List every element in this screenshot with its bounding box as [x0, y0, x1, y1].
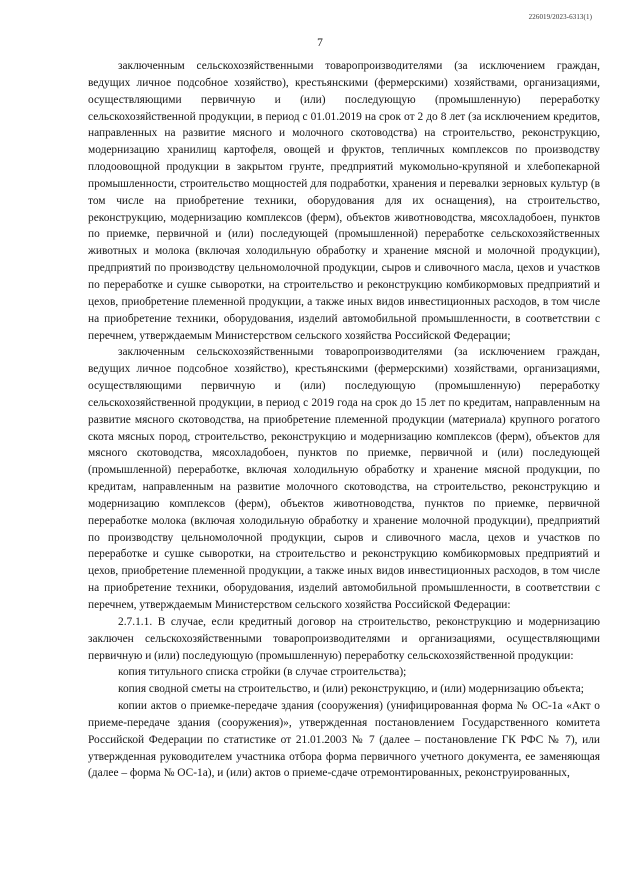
document-body	[88, 58, 600, 782]
page-number: 7	[317, 37, 323, 49]
document-id: 226019/2023-6313(1)	[528, 13, 592, 21]
paragraph: копия титульного списка стройки (в случае строительства);	[118, 666, 407, 679]
paragraph: 2.7.1.1. В случае, если кредитный договор на строительство, реконструкцию и модернизацию заключен сельскохозяйственными товаропроизводителями и организациями, осуществляющими первичную и (или) последующую (промышленную) переработку сельскохозяйственной продукции:	[88, 615, 600, 662]
paragraph: заключенным сельскохозяйственными товаропроизводителями (за исключением граждан, ведущих личное подсобное хозяйство), крестьянскими (фермерскими) хозяйствами, организациями, осуществляющими первичную и (или) последующую (промышленную) переработку сельскохозяйственной продукции, в период с 2019 года на срок до 15 лет по кредитам, направленным на развитие мясного скотоводства, на приобретение племенной продукции (материала) крупного рогатого скота мясных пород, строительство, реконструкцию и модернизацию комплексов (ферм), объектов для мясного скотоводства, мясохладобоен, пунктов по приемке, первичной и (или) последующей (промышленной) переработке, включая холодильную обработку и хранение мясной продукции, по кредитам, направленным на развитие молочного скотоводства, на строительство, реконструкцию и модернизацию комплексов (ферм), объектов животноводства, пунктов по приемке, первичной переработке молока (включая холодильную обработку и хранение молочной продукции), предприятий по производству цельномолочной продукции, сыров и сливочного масла, цехов и участков по переработке и сушке сыворотки, на строительство и реконструкцию комбикормовых предприятий и цехов, приобретение племенной продукции, а также иных видов инвестиционных расходов, в том числе на приобретение техники, оборудования, изделий автомобильной промышленности, в соответствии с перечнем, утверждаемым Министерством сельского хозяйства Российской Федерации:	[88, 346, 600, 611]
paragraph: копия сводной сметы на строительство, и (или) реконструкцию, и (или) модернизацию объекта;	[118, 683, 584, 696]
paragraph: заключенным сельскохозяйственными товаропроизводителями (за исключением граждан, ведущих личное подсобное хозяйство), крестьянскими (фермерскими) хозяйствами, организациями, осуществляющими первичную и (или) последующую (промышленную) переработку сельскохозяйственной продукции, в период с 01.01.2019 на срок от 2 до 8 лет (за исключением кредитов, направленных на развитие мясного и молочного скотоводства) на строительство, реконструкцию, модернизацию хранилищ картофеля, овощей и фруктов, тепличных комплексов по производству плодоовощной продукции в закрытом грунте, предприятий мукомольно-крупяной и хлебопекарной промышленности, строительство мощностей для подработки, хранения и перевалки зерновых культур (в том числе на приобретение техники, оборудования для их оснащения), на строительство, реконструкцию, модернизацию комплексов (ферм), объектов животноводства, мясохладобоен, пунктов по приемке, первичной и (или) последующей (промышленной) переработке сельскохозяйственных животных и молока (включая холодильную обработку и хранение мясной и молочной продукции), предприятий по производству цельномолочной продукции, сыров и сливочного масла, цехов и участков по переработке и сушке сыворотки, на строительство и реконструкцию комбикормовых предприятий и цехов, приобретение племенной продукции, а также иных видов инвестиционных расходов, в том числе на приобретение техники, оборудования, изделий автомобильной промышленности, в соответствии с перечнем, утверждаемым Министерством сельского хозяйства Российской Федерации;	[88, 60, 600, 342]
paragraph: копии актов о приемке-передаче здания (сооружения) (унифицированная форма № ОС-1а «Акт о приеме-передаче здания (сооружения)», утвержденная постановлением Государственного комитета Российской Федерации по статистике от 21.01.2003 № 7 (далее – постановление ГК РФС № 7), или утвержденная руководителем участника отбора форма первичного учетного документа, ее заменяющая (далее – форма № ОС-1а), и (или) актов о приеме-сдаче отремонтированных, реконструированных,	[88, 700, 600, 780]
